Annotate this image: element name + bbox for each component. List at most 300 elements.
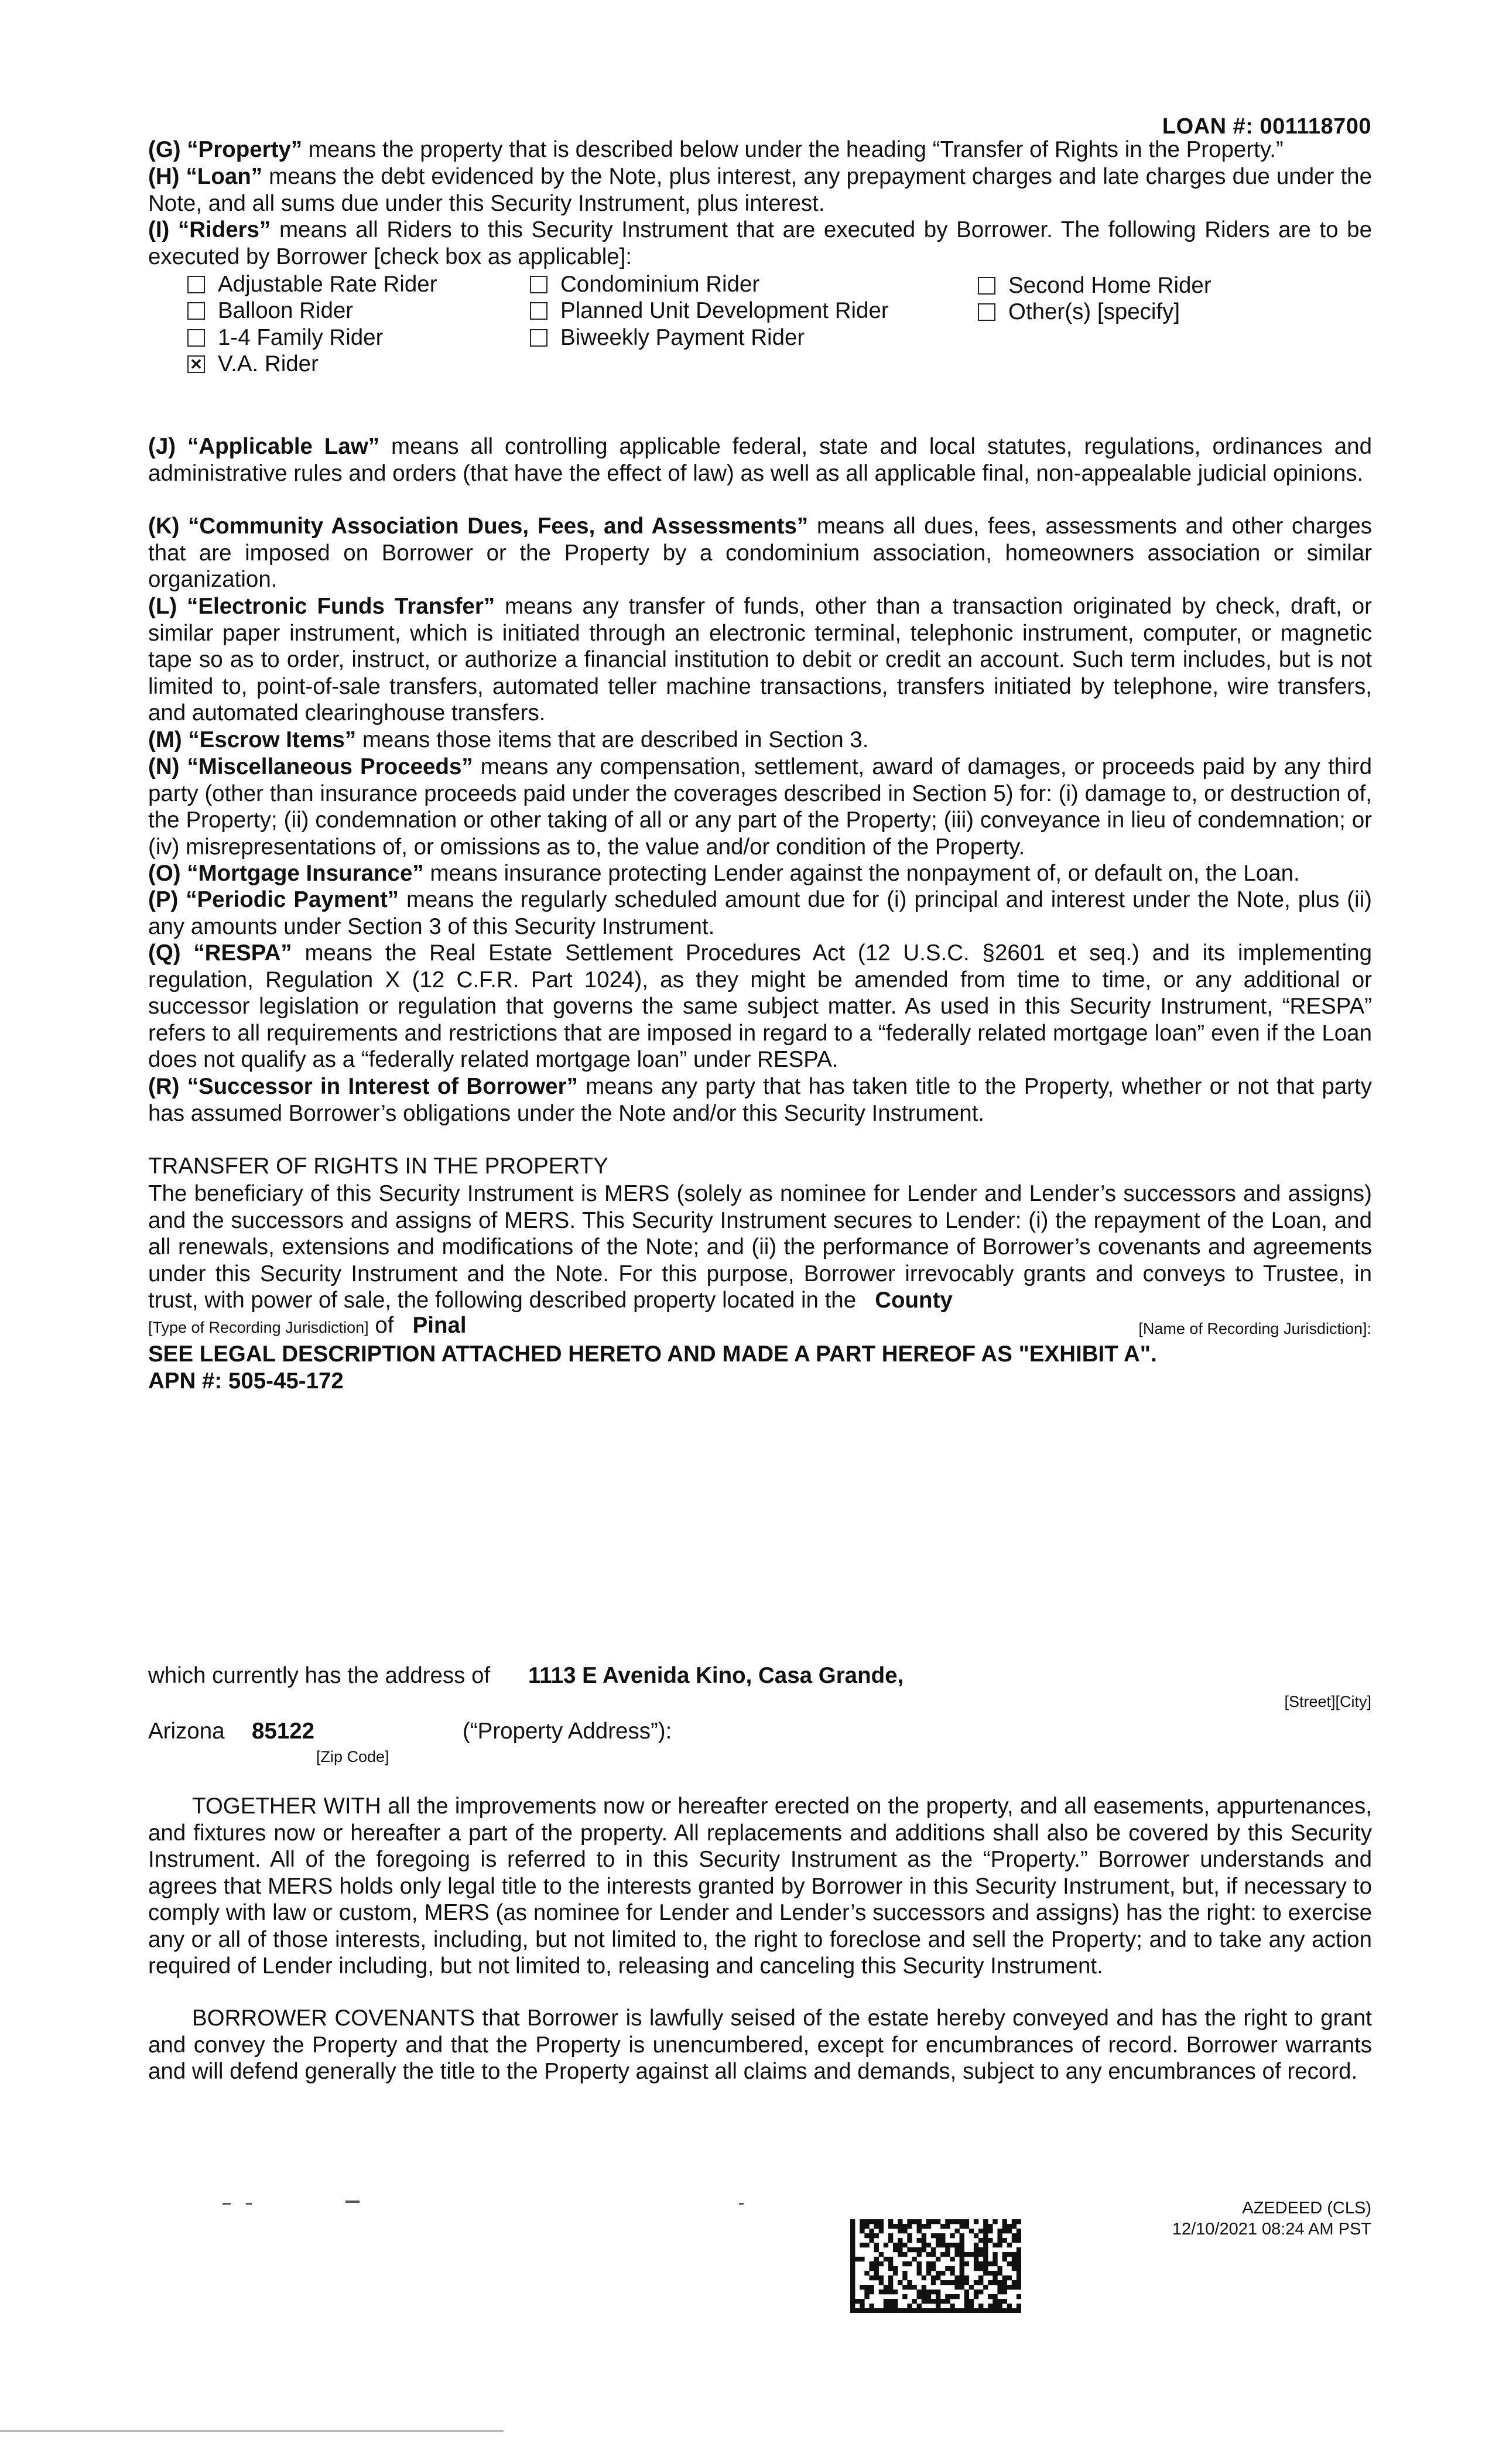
barcode-module bbox=[950, 2266, 954, 2271]
barcode-module bbox=[898, 2219, 902, 2224]
barcode-module bbox=[850, 2261, 855, 2266]
barcode-module bbox=[974, 2290, 978, 2294]
barcode-module bbox=[850, 2304, 855, 2308]
barcode-module bbox=[960, 2271, 964, 2275]
barcode-module bbox=[850, 2257, 855, 2261]
rider-label: Second Home Rider bbox=[1008, 273, 1211, 298]
barcode-module bbox=[954, 2252, 959, 2257]
checkbox[interactable] bbox=[187, 302, 205, 320]
barcode-module bbox=[902, 2285, 907, 2290]
barcode-module bbox=[936, 2233, 940, 2238]
barcode-module bbox=[954, 2219, 959, 2224]
barcode-module bbox=[945, 2247, 950, 2252]
checkbox[interactable] bbox=[187, 329, 205, 347]
barcode-module bbox=[893, 2308, 898, 2313]
barcode-module bbox=[936, 2290, 940, 2294]
checkbox[interactable] bbox=[978, 303, 995, 321]
barcode-module bbox=[888, 2224, 893, 2229]
barcode-module bbox=[964, 2261, 969, 2266]
barcode-module bbox=[1002, 2229, 1007, 2233]
barcode-module bbox=[907, 2308, 912, 2313]
barcode-module bbox=[1017, 2285, 1021, 2290]
barcode-module bbox=[850, 2224, 855, 2229]
barcode-module bbox=[993, 2308, 997, 2313]
barcode-module bbox=[850, 2299, 855, 2304]
checkbox[interactable] bbox=[530, 329, 547, 347]
barcode-module bbox=[1007, 2285, 1012, 2290]
barcode-module bbox=[974, 2257, 978, 2261]
barcode-module bbox=[907, 2219, 912, 2224]
barcode-module bbox=[993, 2280, 997, 2285]
barcode-module bbox=[974, 2247, 978, 2252]
barcode-module bbox=[926, 2271, 931, 2275]
address-lead: which currently has the address of bbox=[148, 1663, 491, 1688]
barcode-module bbox=[850, 2247, 855, 2252]
together-with-paragraph: TOGETHER WITH all the improvements now or hereafter erected on the property, and all easements, appurtenances, and fixtures now or hereafter a part of the property. All replacements and additions shall also be covered by this Security Instrument. All of the foregoing is referred to in this Security Instrument as the “Property.” Borrower understands and agrees that MERS holds only legal title to the interests granted by Borrower in this Security Instrument, but, if necessary to comply with law or custom, MERS (as nominee for Lender and Lender’s successors and assigns) has the right: to exercise any or all of those interests, including, but not limited to, the right to foreclose and sell the Property; and to take any action required of Lender including, but not limited to, releasing and canceling this Security Instrument. bbox=[148, 1794, 1372, 1979]
rider-label: Balloon Rider bbox=[218, 298, 354, 323]
barcode-module bbox=[978, 2266, 983, 2271]
jurisdiction-value: Pinal bbox=[412, 1313, 467, 1338]
definition-text: means insurance protecting Lender against the nonpayment of, or default on, the Loan. bbox=[423, 861, 1300, 886]
barcode-module bbox=[988, 2280, 993, 2285]
footer-meta bbox=[1172, 2198, 1371, 2240]
barcode-module bbox=[874, 2271, 879, 2275]
definition-k bbox=[148, 513, 1372, 593]
barcode-module bbox=[922, 2299, 926, 2304]
rider-second-home[interactable] bbox=[978, 273, 1211, 299]
barcode-module bbox=[1017, 2247, 1021, 2252]
barcode-module bbox=[1012, 2266, 1017, 2271]
rider-1-4-family[interactable] bbox=[187, 325, 383, 351]
barcode-module bbox=[860, 2285, 864, 2290]
definition-n bbox=[148, 754, 1372, 860]
barcode-module bbox=[850, 2308, 855, 2313]
barcode-module bbox=[960, 2266, 964, 2271]
barcode-module bbox=[917, 2271, 922, 2275]
term: (J) “Applicable Law” bbox=[148, 434, 380, 459]
barcode-module bbox=[850, 2219, 855, 2224]
term: (H) “Loan” bbox=[148, 164, 263, 189]
barcode-module bbox=[983, 2261, 988, 2266]
barcode-module bbox=[983, 2224, 988, 2229]
barcode-module bbox=[850, 2294, 855, 2299]
barcode-module bbox=[964, 2275, 969, 2280]
barcode-module bbox=[997, 2229, 1002, 2233]
barcode-module bbox=[879, 2224, 884, 2229]
term: (M) “Escrow Items” bbox=[148, 727, 357, 752]
term: (I) “Riders” bbox=[148, 217, 271, 242]
barcode-module bbox=[936, 2299, 940, 2304]
barcode-module bbox=[874, 2219, 879, 2224]
barcode-module bbox=[936, 2243, 940, 2247]
barcode-module bbox=[860, 2219, 864, 2224]
barcode-module bbox=[888, 2275, 893, 2280]
barcode-module bbox=[983, 2247, 988, 2252]
barcode-module bbox=[864, 2271, 869, 2275]
barcode-module bbox=[950, 2308, 954, 2313]
barcode-module bbox=[940, 2308, 945, 2313]
apn: APN #: 505-45-172 bbox=[148, 1368, 344, 1394]
barcode-module bbox=[997, 2299, 1002, 2304]
barcode-module bbox=[960, 2280, 964, 2285]
barcode-module bbox=[912, 2257, 916, 2261]
street-city-value: 1113 E Avenida Kino, Casa Grande, bbox=[528, 1663, 904, 1688]
barcode-module bbox=[978, 2247, 983, 2252]
barcode-module bbox=[1017, 2219, 1021, 2224]
barcode-module bbox=[884, 2299, 888, 2304]
barcode-module bbox=[936, 2294, 940, 2299]
scan-edge-line bbox=[0, 2430, 504, 2432]
barcode-module bbox=[864, 2308, 869, 2313]
barcode-module bbox=[960, 2261, 964, 2266]
barcode-module bbox=[874, 2275, 879, 2280]
barcode-module bbox=[997, 2280, 1002, 2285]
rider-label: Planned Unit Development Rider bbox=[560, 298, 889, 323]
barcode-module bbox=[940, 2238, 945, 2243]
barcode-module bbox=[888, 2290, 893, 2294]
term: (G) “Property” bbox=[148, 137, 303, 162]
barcode-module bbox=[926, 2294, 931, 2299]
barcode-module bbox=[931, 2247, 936, 2252]
scan-speck bbox=[739, 2203, 744, 2205]
barcode-module bbox=[860, 2229, 864, 2233]
barcode-module bbox=[850, 2280, 855, 2285]
barcode-module bbox=[893, 2304, 898, 2308]
barcode-module bbox=[1002, 2257, 1007, 2261]
barcode-module bbox=[993, 2257, 997, 2261]
barcode-module bbox=[978, 2304, 983, 2308]
barcode-module bbox=[988, 2304, 993, 2308]
definition-p bbox=[148, 887, 1372, 940]
barcode-module bbox=[1012, 2280, 1017, 2285]
loan-number: LOAN #: 001118700 bbox=[1162, 114, 1371, 139]
barcode-module bbox=[879, 2261, 884, 2266]
barcode-module bbox=[997, 2271, 1002, 2275]
barcode-module bbox=[997, 2238, 1002, 2243]
barcode-module bbox=[869, 2238, 874, 2243]
barcode-module bbox=[850, 2290, 855, 2294]
barcode-module bbox=[978, 2238, 983, 2243]
barcode-module bbox=[940, 2233, 945, 2238]
form-code: AZEDEED (CLS) bbox=[1242, 2199, 1371, 2217]
barcode-module bbox=[945, 2280, 950, 2285]
barcode-module bbox=[993, 2299, 997, 2304]
barcode-module bbox=[960, 2224, 964, 2229]
barcode-module bbox=[997, 2308, 1002, 2313]
definition-text: means all dues, fees, assessments and other charges that are imposed on Borrower or the Property by a condominium association, homeowners association or similar organization. bbox=[148, 514, 1373, 592]
definition-text: means all controlling applicable federal, state and local statutes, regulations, ordinances and administrative rules and orders (that have the effect of law) as well as all applicable final, non-appealable judicial opinions. bbox=[148, 434, 1372, 486]
barcode-module bbox=[931, 2308, 936, 2313]
barcode-module bbox=[993, 2275, 997, 2280]
barcode-module bbox=[907, 2280, 912, 2285]
transfer-paragraph bbox=[148, 1180, 1372, 1314]
barcode-module bbox=[988, 2224, 993, 2229]
barcode-module bbox=[1002, 2238, 1007, 2243]
definition-text: means the Real Estate Settlement Procedures Act (12 U.S.C. §2601 et seq.) and its implementing regulation, Regulation X (12 C.F.R. Part 1024), as they might be amended from time to time, or any additional or successor legislation or regulation that governs the same subject matter. As used in this Security Instrument, “RESPA” refers to all requirements and restrictions that are imposed in regard to a “federally related mortgage loan” even if the Loan does not qualify as a “federally related mortgage loan” under RESPA. bbox=[148, 940, 1372, 1072]
barcode-module bbox=[888, 2238, 893, 2243]
definition-m bbox=[148, 727, 1372, 754]
barcode-module bbox=[983, 2271, 988, 2275]
barcode-module bbox=[1002, 2275, 1007, 2280]
barcode-module bbox=[1017, 2229, 1021, 2233]
barcode-module bbox=[917, 2294, 922, 2299]
barcode-module bbox=[926, 2290, 931, 2294]
rider-adjustable-rate[interactable] bbox=[187, 272, 437, 297]
barcode-module bbox=[978, 2252, 983, 2257]
barcode-module bbox=[888, 2299, 893, 2304]
rider-biweekly[interactable] bbox=[530, 325, 805, 351]
barcode-module bbox=[964, 2280, 969, 2285]
jurisdiction-line bbox=[148, 1313, 467, 1340]
definition-r bbox=[148, 1073, 1372, 1127]
barcode-module bbox=[860, 2257, 864, 2261]
checkbox[interactable] bbox=[978, 277, 995, 295]
barcode-module bbox=[898, 2280, 902, 2285]
barcode-module bbox=[1007, 2252, 1012, 2257]
term: (K) “Community Association Dues, Fees, and Assessments” bbox=[148, 514, 809, 539]
barcode-module bbox=[860, 2224, 864, 2229]
of-word: of bbox=[375, 1313, 394, 1338]
barcode-module bbox=[983, 2285, 988, 2290]
barcode-module bbox=[879, 2219, 884, 2224]
barcode-module bbox=[940, 2271, 945, 2275]
barcode-module bbox=[869, 2233, 874, 2238]
barcode-module bbox=[888, 2304, 893, 2308]
barcode-module bbox=[884, 2243, 888, 2247]
rider-condominium[interactable] bbox=[530, 272, 759, 297]
barcode-module bbox=[983, 2266, 988, 2271]
barcode-module bbox=[912, 2285, 916, 2290]
barcode-module bbox=[945, 2299, 950, 2304]
barcode-module bbox=[1012, 2285, 1017, 2290]
rider-label: 1-4 Family Rider bbox=[218, 325, 384, 350]
barcode-module bbox=[926, 2243, 931, 2247]
barcode-module bbox=[964, 2304, 969, 2308]
barcode-module bbox=[864, 2233, 869, 2238]
term: (R) “Successor in Interest of Borrower” bbox=[148, 1074, 578, 1099]
barcode-module bbox=[922, 2308, 926, 2313]
barcode-module bbox=[917, 2238, 922, 2243]
barcode-module bbox=[960, 2275, 964, 2280]
barcode-module bbox=[850, 2243, 855, 2247]
barcode-module bbox=[893, 2290, 898, 2294]
barcode-module bbox=[902, 2294, 907, 2299]
barcode-module bbox=[1007, 2261, 1012, 2266]
barcode-module bbox=[969, 2229, 974, 2233]
barcode-module bbox=[869, 2219, 874, 2224]
barcode-module bbox=[945, 2224, 950, 2229]
barcode-module bbox=[936, 2271, 940, 2275]
barcode-module bbox=[1002, 2219, 1007, 2224]
barcode-module bbox=[888, 2219, 893, 2224]
barcode-module bbox=[993, 2252, 997, 2257]
barcode-module bbox=[893, 2266, 898, 2271]
barcode-module bbox=[917, 2252, 922, 2257]
borrower-covenants-paragraph: BORROWER COVENANTS that Borrower is lawfully seised of the estate hereby conveyed and has the right to grant and convey the Property and that the Property is unencumbered, except for encumbrances of record. Borrower warrants and will defend generally the title to the Property against all claims and demands, subject to any encumbrances of record. bbox=[148, 2006, 1372, 2084]
barcode-module bbox=[922, 2243, 926, 2247]
barcode-module bbox=[936, 2257, 940, 2261]
barcode-module bbox=[945, 2294, 950, 2299]
barcode-module bbox=[945, 2266, 950, 2271]
barcode-module bbox=[945, 2219, 950, 2224]
barcode-module bbox=[898, 2247, 902, 2252]
barcode-module bbox=[869, 2308, 874, 2313]
barcode-module bbox=[950, 2257, 954, 2261]
definition-i bbox=[148, 217, 1372, 270]
barcode-module bbox=[950, 2294, 954, 2299]
barcode-module bbox=[884, 2285, 888, 2290]
barcode-module bbox=[978, 2229, 983, 2233]
barcode-module bbox=[926, 2252, 931, 2257]
barcode-module bbox=[983, 2243, 988, 2247]
barcode-module bbox=[983, 2233, 988, 2238]
definition-j bbox=[148, 433, 1372, 487]
rider-balloon[interactable] bbox=[187, 298, 353, 324]
barcode-module bbox=[879, 2252, 884, 2257]
checkbox[interactable] bbox=[530, 276, 547, 293]
barcode-module bbox=[898, 2224, 902, 2229]
barcode-module bbox=[960, 2233, 964, 2238]
barcode-module bbox=[907, 2233, 912, 2238]
barcode-module bbox=[864, 2219, 869, 2224]
barcode-module bbox=[922, 2294, 926, 2299]
barcode-module bbox=[879, 2275, 884, 2280]
barcode-module bbox=[950, 2280, 954, 2285]
barcode-module bbox=[907, 2285, 912, 2290]
checkbox[interactable]: ✕ bbox=[187, 355, 205, 373]
barcode-module bbox=[974, 2243, 978, 2247]
transfer-text: The beneficiary of this Security Instrument is MERS (solely as nominee for Lender and Lender’s successors and assigns) and the successors and assigns of MERS. This Security Instrument secures to Lender: (i) the repayment of the Loan, and all renewals, extensions and modifications of the Note; and (ii) the performance of Borrower’s covenants and agreements under this Security Instrument and the Note. For this purpose, Borrower irrevocably grants and conveys to Trustee, in trust, with power of sale, the following described property located in the bbox=[148, 1181, 1372, 1313]
barcode-module bbox=[950, 2219, 954, 2224]
barcode-module bbox=[983, 2257, 988, 2261]
barcode-module bbox=[978, 2261, 983, 2266]
barcode-module bbox=[1017, 2280, 1021, 2285]
barcode-module bbox=[964, 2294, 969, 2299]
rider-other[interactable] bbox=[978, 299, 1180, 325]
barcode-module bbox=[907, 2261, 912, 2266]
rider-label: Biweekly Payment Rider bbox=[560, 325, 805, 350]
barcode-module bbox=[988, 2229, 993, 2233]
name-label: [Name of Recording Jurisdiction]: bbox=[1138, 1320, 1371, 1337]
definition-text: means any party that has taken title to the Property, whether or not that party has assumed Borrower’s obligations under the Note and/or this Security Instrument. bbox=[148, 1074, 1372, 1126]
barcode-module bbox=[855, 2257, 860, 2261]
barcode-module bbox=[879, 2290, 884, 2294]
rider-va[interactable] bbox=[187, 351, 319, 377]
checkbox[interactable] bbox=[187, 276, 205, 293]
rider-pud[interactable] bbox=[530, 298, 889, 324]
definition-text: means those items that are described in Section 3. bbox=[356, 727, 869, 752]
barcode-module bbox=[926, 2261, 931, 2266]
barcode-module bbox=[1012, 2233, 1017, 2238]
barcode-module bbox=[922, 2285, 926, 2290]
barcode-module bbox=[1017, 2257, 1021, 2261]
barcode-module bbox=[950, 2233, 954, 2238]
barcode-module bbox=[1017, 2266, 1021, 2271]
barcode-module bbox=[874, 2261, 879, 2266]
barcode-module bbox=[917, 2290, 922, 2294]
barcode-module bbox=[907, 2224, 912, 2229]
barcode-module bbox=[1017, 2233, 1021, 2238]
barcode-module bbox=[988, 2238, 993, 2243]
barcode-module bbox=[964, 2224, 969, 2229]
barcode-module bbox=[931, 2275, 936, 2280]
barcode-module bbox=[931, 2233, 936, 2238]
barcode-module bbox=[874, 2308, 879, 2313]
barcode-module bbox=[997, 2304, 1002, 2308]
transfer-heading: TRANSFER OF RIGHTS IN THE PROPERTY bbox=[148, 1154, 608, 1179]
barcode-module bbox=[902, 2224, 907, 2229]
barcode-module bbox=[960, 2243, 964, 2247]
barcode-module bbox=[926, 2219, 931, 2224]
barcode-module bbox=[902, 2229, 907, 2233]
barcode-module bbox=[884, 2308, 888, 2313]
barcode-module bbox=[893, 2243, 898, 2247]
barcode-module bbox=[960, 2252, 964, 2257]
barcode-module bbox=[864, 2294, 869, 2299]
barcode-module bbox=[850, 2229, 855, 2233]
barcode-module bbox=[898, 2238, 902, 2243]
barcode-module bbox=[1017, 2238, 1021, 2243]
term: (O) “Mortgage Insurance” bbox=[148, 861, 424, 886]
barcode-module bbox=[988, 2271, 993, 2275]
definition-l bbox=[148, 593, 1372, 727]
barcode-module bbox=[978, 2290, 983, 2294]
barcode-module bbox=[954, 2285, 959, 2290]
rider-label: V.A. Rider bbox=[218, 351, 319, 377]
barcode-module bbox=[917, 2266, 922, 2271]
barcode-module bbox=[969, 2285, 974, 2290]
barcode-module bbox=[850, 2266, 855, 2271]
scan-speck bbox=[345, 2201, 360, 2203]
barcode-module bbox=[907, 2247, 912, 2252]
barcode-module bbox=[945, 2308, 950, 2313]
barcode-module bbox=[850, 2271, 855, 2275]
barcode-module bbox=[893, 2247, 898, 2252]
barcode-module bbox=[931, 2266, 936, 2271]
barcode-module bbox=[983, 2252, 988, 2257]
barcode-module bbox=[954, 2247, 959, 2252]
barcode-module bbox=[954, 2229, 959, 2233]
barcode-module bbox=[917, 2247, 922, 2252]
barcode-module bbox=[888, 2233, 893, 2238]
barcode-module bbox=[912, 2299, 916, 2304]
barcode-module bbox=[907, 2238, 912, 2243]
barcode-module bbox=[884, 2304, 888, 2308]
definition-text: means all Riders to this Security Instrument that are executed by Borrower. The following Riders are to be executed by Borrower [check box as applicable]: bbox=[148, 217, 1373, 269]
barcode-module bbox=[879, 2229, 884, 2233]
barcode-module bbox=[950, 2243, 954, 2247]
barcode-module bbox=[997, 2266, 1002, 2271]
barcode-module bbox=[960, 2285, 964, 2290]
barcode-module bbox=[945, 2252, 950, 2257]
legal-description: SEE LEGAL DESCRIPTION ATTACHED HERETO AND MADE A PART HEREOF AS "EXHIBIT A". bbox=[148, 1341, 1157, 1367]
barcode-module bbox=[931, 2280, 936, 2285]
barcode-module bbox=[969, 2299, 974, 2304]
term: (P) “Periodic Payment” bbox=[148, 887, 399, 912]
barcode-module bbox=[926, 2308, 931, 2313]
barcode-module bbox=[912, 2247, 916, 2252]
barcode-module bbox=[888, 2257, 893, 2261]
barcode-module bbox=[850, 2252, 855, 2257]
barcode-module bbox=[1002, 2308, 1007, 2313]
barcode-module bbox=[874, 2243, 879, 2247]
checkbox[interactable] bbox=[530, 302, 547, 320]
scan-speck bbox=[223, 2203, 231, 2205]
barcode-module bbox=[997, 2285, 1002, 2290]
barcode-module bbox=[950, 2271, 954, 2275]
term: (Q) “RESPA” bbox=[148, 940, 292, 966]
barcode-module bbox=[902, 2275, 907, 2280]
